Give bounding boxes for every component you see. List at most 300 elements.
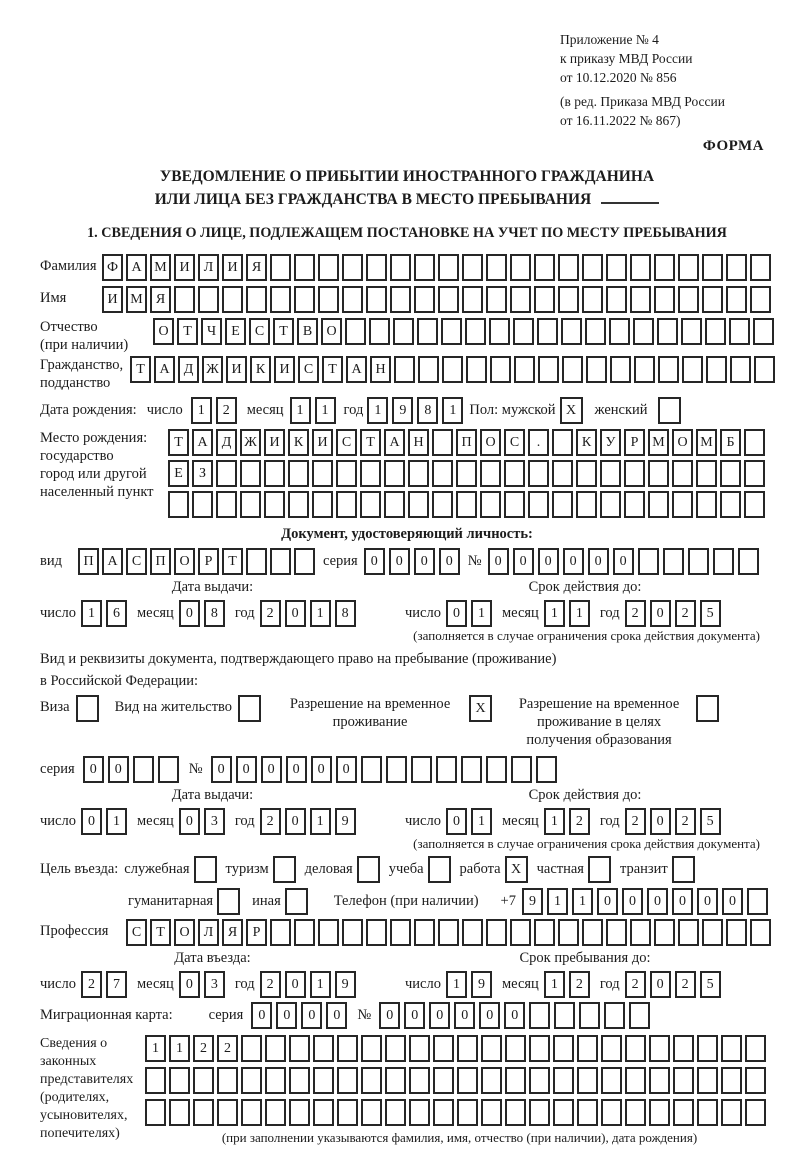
char-box[interactable] [624, 491, 645, 518]
char-box[interactable] [529, 1035, 550, 1062]
char-box[interactable] [552, 460, 573, 487]
char-box[interactable]: П [456, 429, 477, 456]
char-box[interactable] [486, 254, 507, 281]
char-box[interactable] [361, 1099, 382, 1126]
char-box[interactable]: 1 [544, 971, 565, 998]
char-box[interactable] [336, 491, 357, 518]
char-box[interactable]: 0 [364, 548, 385, 575]
char-box[interactable]: 6 [106, 600, 127, 627]
char-box[interactable]: 1 [544, 600, 565, 627]
char-box[interactable]: Р [198, 548, 219, 575]
char-box[interactable]: 0 [404, 1002, 425, 1029]
char-box[interactable] [625, 1099, 646, 1126]
char-box[interactable]: А [102, 548, 123, 575]
char-box[interactable] [417, 318, 438, 345]
char-box[interactable] [744, 460, 765, 487]
char-box[interactable] [313, 1099, 334, 1126]
char-box[interactable] [529, 1067, 550, 1094]
char-box[interactable]: Ж [240, 429, 261, 456]
char-box[interactable] [337, 1099, 358, 1126]
char-box[interactable] [486, 286, 507, 313]
char-box[interactable] [505, 1067, 526, 1094]
char-box[interactable]: 5 [700, 600, 721, 627]
char-box[interactable] [465, 318, 486, 345]
char-box[interactable] [409, 1067, 430, 1094]
char-box[interactable]: 3 [204, 808, 225, 835]
char-box[interactable] [753, 318, 774, 345]
char-box[interactable] [385, 1099, 406, 1126]
char-box[interactable] [744, 491, 765, 518]
char-box[interactable]: О [174, 548, 195, 575]
char-box[interactable]: О [321, 318, 342, 345]
char-box[interactable] [438, 254, 459, 281]
char-box[interactable] [461, 756, 482, 783]
char-box[interactable]: 0 [622, 888, 643, 915]
char-box[interactable] [552, 429, 573, 456]
char-box[interactable] [678, 286, 699, 313]
char-box[interactable]: 9 [335, 808, 356, 835]
char-box[interactable] [432, 491, 453, 518]
char-box[interactable]: П [78, 548, 99, 575]
char-box[interactable]: 0 [276, 1002, 297, 1029]
char-box[interactable] [577, 1035, 598, 1062]
char-box[interactable]: Д [178, 356, 199, 383]
char-box[interactable]: А [126, 254, 147, 281]
char-box[interactable] [432, 429, 453, 456]
char-box[interactable] [414, 286, 435, 313]
male-checkbox[interactable]: X [560, 397, 583, 424]
char-box[interactable]: С [126, 548, 147, 575]
char-box[interactable]: 1 [310, 600, 331, 627]
char-box[interactable] [441, 318, 462, 345]
purpose-work-checkbox[interactable]: X [505, 856, 528, 883]
char-box[interactable] [384, 491, 405, 518]
char-box[interactable]: 0 [647, 888, 668, 915]
char-box[interactable]: 3 [204, 971, 225, 998]
char-box[interactable] [538, 356, 559, 383]
char-box[interactable] [442, 356, 463, 383]
char-box[interactable] [457, 1067, 478, 1094]
purpose-other-checkbox[interactable] [285, 888, 308, 915]
char-box[interactable]: М [696, 429, 717, 456]
char-box[interactable]: М [150, 254, 171, 281]
char-box[interactable] [673, 1067, 694, 1094]
char-box[interactable]: Т [168, 429, 189, 456]
char-box[interactable] [678, 919, 699, 946]
char-box[interactable]: Я [222, 919, 243, 946]
char-box[interactable]: О [174, 919, 195, 946]
char-box[interactable] [562, 356, 583, 383]
char-box[interactable]: Я [150, 286, 171, 313]
char-box[interactable] [510, 286, 531, 313]
char-box[interactable] [649, 1067, 670, 1094]
purpose-private-checkbox[interactable] [588, 856, 611, 883]
char-box[interactable]: С [336, 429, 357, 456]
char-box[interactable]: 0 [285, 600, 306, 627]
char-box[interactable] [604, 1002, 625, 1029]
char-box[interactable]: 7 [106, 971, 127, 998]
purpose-study-checkbox[interactable] [428, 856, 451, 883]
temp-residence-checkbox[interactable]: X [469, 695, 492, 722]
char-box[interactable]: 5 [700, 971, 721, 998]
purpose-transit-checkbox[interactable] [672, 856, 695, 883]
char-box[interactable] [534, 286, 555, 313]
char-box[interactable]: 1 [315, 397, 336, 424]
char-box[interactable]: Р [624, 429, 645, 456]
char-box[interactable] [514, 356, 535, 383]
char-box[interactable] [625, 1067, 646, 1094]
char-box[interactable] [289, 1035, 310, 1062]
char-box[interactable] [625, 1035, 646, 1062]
char-box[interactable]: Т [322, 356, 343, 383]
char-box[interactable]: В [297, 318, 318, 345]
char-box[interactable] [553, 1099, 574, 1126]
char-box[interactable]: 5 [700, 808, 721, 835]
char-box[interactable]: Р [246, 919, 267, 946]
char-box[interactable] [702, 254, 723, 281]
char-box[interactable] [337, 1035, 358, 1062]
char-box[interactable] [697, 1035, 718, 1062]
char-box[interactable] [489, 318, 510, 345]
char-box[interactable] [270, 919, 291, 946]
char-box[interactable]: А [192, 429, 213, 456]
char-box[interactable]: И [274, 356, 295, 383]
char-box[interactable] [217, 1067, 238, 1094]
char-box[interactable]: Ф [102, 254, 123, 281]
char-box[interactable] [313, 1067, 334, 1094]
char-box[interactable] [610, 356, 631, 383]
char-box[interactable]: 2 [625, 600, 646, 627]
char-box[interactable]: 8 [335, 600, 356, 627]
char-box[interactable] [696, 491, 717, 518]
char-box[interactable] [418, 356, 439, 383]
char-box[interactable] [361, 1035, 382, 1062]
char-box[interactable]: 2 [675, 600, 696, 627]
char-box[interactable] [457, 1035, 478, 1062]
char-box[interactable] [537, 318, 558, 345]
char-box[interactable] [288, 460, 309, 487]
char-box[interactable]: 2 [260, 600, 281, 627]
char-box[interactable] [294, 254, 315, 281]
char-box[interactable]: 0 [650, 971, 671, 998]
char-box[interactable] [385, 1035, 406, 1062]
char-box[interactable] [433, 1067, 454, 1094]
char-box[interactable]: К [250, 356, 271, 383]
char-box[interactable] [678, 254, 699, 281]
char-box[interactable]: С [298, 356, 319, 383]
char-box[interactable]: 0 [697, 888, 718, 915]
char-box[interactable] [481, 1035, 502, 1062]
char-box[interactable]: 1 [569, 600, 590, 627]
char-box[interactable] [609, 318, 630, 345]
char-box[interactable] [414, 919, 435, 946]
char-box[interactable] [721, 1067, 742, 1094]
char-box[interactable] [342, 286, 363, 313]
char-box[interactable] [601, 1067, 622, 1094]
char-box[interactable] [384, 460, 405, 487]
char-box[interactable] [433, 1099, 454, 1126]
char-box[interactable]: 0 [311, 756, 332, 783]
char-box[interactable]: 0 [650, 808, 671, 835]
char-box[interactable] [466, 356, 487, 383]
char-box[interactable] [385, 1067, 406, 1094]
char-box[interactable] [169, 1099, 190, 1126]
char-box[interactable] [673, 1099, 694, 1126]
char-box[interactable] [438, 286, 459, 313]
char-box[interactable] [582, 254, 603, 281]
char-box[interactable]: Т [222, 548, 243, 575]
char-box[interactable]: 0 [446, 600, 467, 627]
char-box[interactable] [672, 491, 693, 518]
char-box[interactable] [720, 460, 741, 487]
char-box[interactable] [504, 491, 525, 518]
char-box[interactable] [713, 548, 734, 575]
char-box[interactable] [629, 1002, 650, 1029]
char-box[interactable] [649, 1035, 670, 1062]
char-box[interactable]: С [249, 318, 270, 345]
char-box[interactable] [697, 1099, 718, 1126]
char-box[interactable]: 0 [414, 548, 435, 575]
char-box[interactable] [529, 1099, 550, 1126]
char-box[interactable] [726, 254, 747, 281]
char-box[interactable] [601, 1099, 622, 1126]
char-box[interactable] [490, 356, 511, 383]
char-box[interactable] [697, 1067, 718, 1094]
char-box[interactable]: 0 [83, 756, 104, 783]
char-box[interactable]: А [384, 429, 405, 456]
char-box[interactable]: 1 [310, 971, 331, 998]
char-box[interactable]: Ж [202, 356, 223, 383]
char-box[interactable] [145, 1067, 166, 1094]
char-box[interactable] [174, 286, 195, 313]
char-box[interactable]: 0 [251, 1002, 272, 1029]
char-box[interactable] [606, 254, 627, 281]
char-box[interactable]: 1 [290, 397, 311, 424]
char-box[interactable] [504, 460, 525, 487]
char-box[interactable]: И [312, 429, 333, 456]
char-box[interactable] [436, 756, 457, 783]
char-box[interactable] [246, 286, 267, 313]
char-box[interactable]: Н [370, 356, 391, 383]
char-box[interactable] [409, 1099, 430, 1126]
char-box[interactable]: 1 [145, 1035, 166, 1062]
char-box[interactable] [414, 254, 435, 281]
char-box[interactable]: И [174, 254, 195, 281]
purpose-official-checkbox[interactable] [194, 856, 217, 883]
char-box[interactable] [264, 460, 285, 487]
char-box[interactable]: М [126, 286, 147, 313]
char-box[interactable] [600, 491, 621, 518]
char-box[interactable]: 1 [367, 397, 388, 424]
char-box[interactable] [369, 318, 390, 345]
char-box[interactable] [750, 919, 771, 946]
char-box[interactable] [553, 1067, 574, 1094]
char-box[interactable]: 2 [625, 808, 646, 835]
char-box[interactable] [360, 460, 381, 487]
char-box[interactable] [513, 318, 534, 345]
char-box[interactable]: 0 [389, 548, 410, 575]
char-box[interactable]: 0 [513, 548, 534, 575]
char-box[interactable]: 2 [193, 1035, 214, 1062]
char-box[interactable] [145, 1099, 166, 1126]
purpose-humanitarian-checkbox[interactable] [217, 888, 240, 915]
char-box[interactable] [313, 1035, 334, 1062]
char-box[interactable] [222, 286, 243, 313]
char-box[interactable]: 1 [169, 1035, 190, 1062]
char-box[interactable]: 1 [81, 600, 102, 627]
char-box[interactable] [630, 254, 651, 281]
char-box[interactable] [366, 254, 387, 281]
char-box[interactable]: О [153, 318, 174, 345]
char-box[interactable] [738, 548, 759, 575]
char-box[interactable] [721, 1035, 742, 1062]
char-box[interactable]: 0 [236, 756, 257, 783]
char-box[interactable]: . [528, 429, 549, 456]
char-box[interactable]: 9 [471, 971, 492, 998]
char-box[interactable] [585, 318, 606, 345]
char-box[interactable]: Т [360, 429, 381, 456]
char-box[interactable] [312, 491, 333, 518]
char-box[interactable] [390, 919, 411, 946]
char-box[interactable]: К [288, 429, 309, 456]
char-box[interactable]: 0 [446, 808, 467, 835]
char-box[interactable] [217, 1099, 238, 1126]
char-box[interactable] [241, 1035, 262, 1062]
char-box[interactable]: 2 [260, 971, 281, 998]
char-box[interactable]: 9 [335, 971, 356, 998]
char-box[interactable] [240, 460, 261, 487]
char-box[interactable] [688, 548, 709, 575]
char-box[interactable]: 2 [216, 397, 237, 424]
char-box[interactable] [554, 1002, 575, 1029]
char-box[interactable] [216, 460, 237, 487]
char-box[interactable] [577, 1099, 598, 1126]
char-box[interactable]: О [672, 429, 693, 456]
char-box[interactable]: Т [273, 318, 294, 345]
char-box[interactable]: 0 [336, 756, 357, 783]
char-box[interactable] [558, 919, 579, 946]
char-box[interactable] [294, 919, 315, 946]
char-box[interactable] [630, 919, 651, 946]
char-box[interactable] [386, 756, 407, 783]
char-box[interactable] [462, 286, 483, 313]
char-box[interactable]: Е [168, 460, 189, 487]
char-box[interactable]: 0 [538, 548, 559, 575]
char-box[interactable]: 2 [675, 971, 696, 998]
char-box[interactable]: 0 [479, 1002, 500, 1029]
char-box[interactable]: 1 [446, 971, 467, 998]
char-box[interactable] [481, 1099, 502, 1126]
char-box[interactable] [729, 318, 750, 345]
char-box[interactable]: З [192, 460, 213, 487]
char-box[interactable]: 0 [379, 1002, 400, 1029]
char-box[interactable]: М [648, 429, 669, 456]
char-box[interactable] [747, 888, 768, 915]
char-box[interactable] [649, 1099, 670, 1126]
char-box[interactable]: 0 [429, 1002, 450, 1029]
char-box[interactable] [682, 356, 703, 383]
char-box[interactable]: 0 [285, 971, 306, 998]
char-box[interactable] [658, 356, 679, 383]
char-box[interactable] [745, 1067, 766, 1094]
char-box[interactable] [561, 318, 582, 345]
char-box[interactable] [720, 491, 741, 518]
char-box[interactable]: 0 [179, 600, 200, 627]
char-box[interactable]: 0 [613, 548, 634, 575]
char-box[interactable] [505, 1035, 526, 1062]
char-box[interactable]: Л [198, 254, 219, 281]
char-box[interactable] [240, 491, 261, 518]
char-box[interactable] [681, 318, 702, 345]
char-box[interactable]: 0 [81, 808, 102, 835]
char-box[interactable] [553, 1035, 574, 1062]
char-box[interactable]: 1 [191, 397, 212, 424]
char-box[interactable]: Т [130, 356, 151, 383]
char-box[interactable]: 8 [204, 600, 225, 627]
char-box[interactable]: Ч [201, 318, 222, 345]
char-box[interactable] [558, 254, 579, 281]
char-box[interactable]: Н [408, 429, 429, 456]
char-box[interactable] [342, 254, 363, 281]
char-box[interactable] [505, 1099, 526, 1126]
char-box[interactable] [411, 756, 432, 783]
char-box[interactable] [702, 919, 723, 946]
char-box[interactable] [265, 1035, 286, 1062]
char-box[interactable] [648, 491, 669, 518]
char-box[interactable] [750, 254, 771, 281]
char-box[interactable]: 0 [439, 548, 460, 575]
char-box[interactable]: 8 [417, 397, 438, 424]
char-box[interactable] [702, 286, 723, 313]
char-box[interactable]: И [102, 286, 123, 313]
char-box[interactable] [390, 254, 411, 281]
char-box[interactable]: И [222, 254, 243, 281]
char-box[interactable]: 1 [106, 808, 127, 835]
char-box[interactable] [409, 1035, 430, 1062]
char-box[interactable] [630, 286, 651, 313]
char-box[interactable] [579, 1002, 600, 1029]
char-box[interactable] [624, 460, 645, 487]
char-box[interactable] [721, 1099, 742, 1126]
char-box[interactable] [393, 318, 414, 345]
char-box[interactable] [158, 756, 179, 783]
char-box[interactable] [576, 491, 597, 518]
char-box[interactable]: У [600, 429, 621, 456]
char-box[interactable]: 1 [442, 397, 463, 424]
char-box[interactable]: И [226, 356, 247, 383]
char-box[interactable] [673, 1035, 694, 1062]
char-box[interactable]: К [576, 429, 597, 456]
char-box[interactable] [312, 460, 333, 487]
char-box[interactable] [462, 919, 483, 946]
purpose-tourism-checkbox[interactable] [273, 856, 296, 883]
char-box[interactable]: А [346, 356, 367, 383]
char-box[interactable] [270, 254, 291, 281]
char-box[interactable] [745, 1099, 766, 1126]
char-box[interactable] [648, 460, 669, 487]
char-box[interactable] [582, 919, 603, 946]
char-box[interactable] [654, 254, 675, 281]
char-box[interactable] [394, 356, 415, 383]
temp-residence-education-checkbox[interactable] [696, 695, 719, 722]
char-box[interactable] [289, 1067, 310, 1094]
char-box[interactable] [528, 460, 549, 487]
char-box[interactable]: 0 [301, 1002, 322, 1029]
char-box[interactable] [270, 286, 291, 313]
char-box[interactable] [663, 548, 684, 575]
char-box[interactable]: О [480, 429, 501, 456]
char-box[interactable]: Е [225, 318, 246, 345]
